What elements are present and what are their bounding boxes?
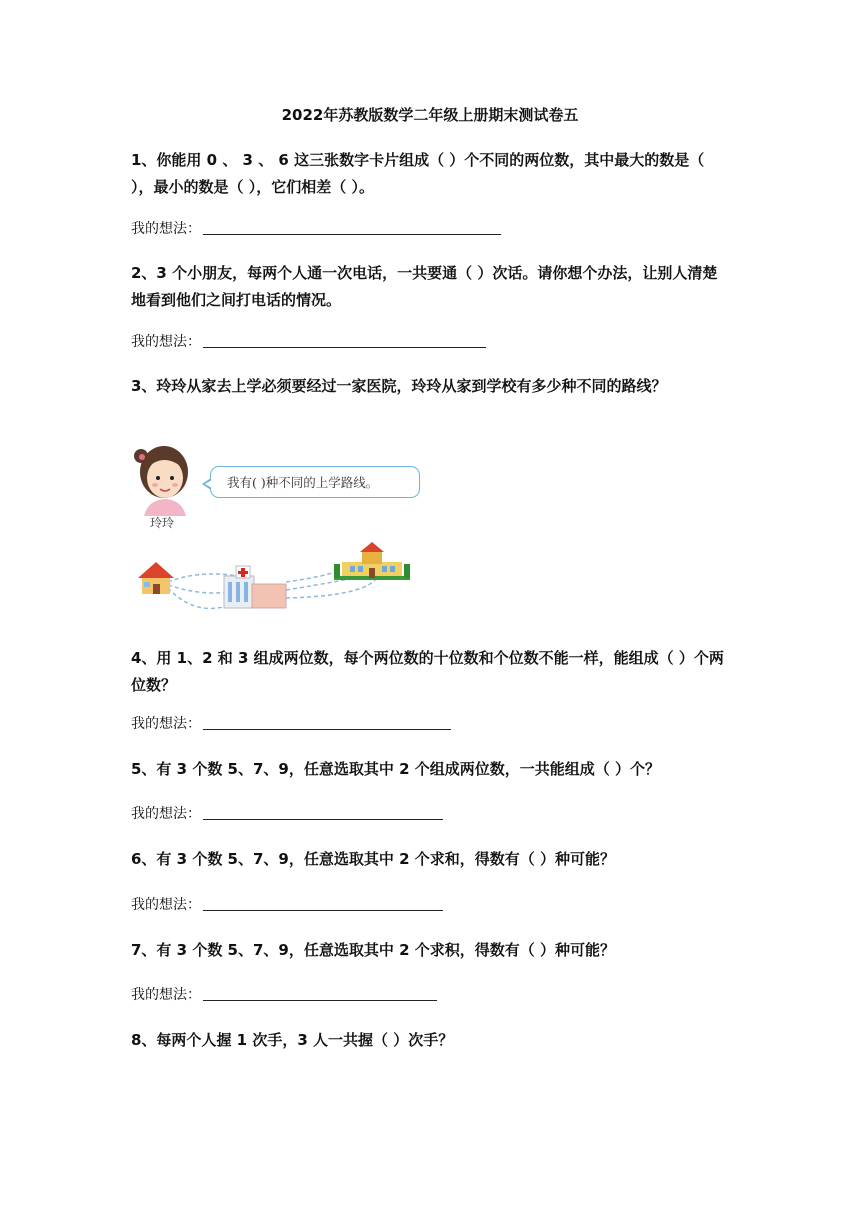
question-5: 5、有 3 个数 5、7、9，任意选取其中 2 个组成两位数，一共能组成（ ）个？ xyxy=(131,760,660,778)
thought-label: 我的想法： xyxy=(131,221,201,237)
thought-label: 我的想法： xyxy=(131,806,201,822)
question-6: 6、有 3 个数 5、7、9，任意选取其中 2 个求和，得数有（ ）种可能？ xyxy=(131,850,615,868)
question-4: 4、用 1、2 和 3 组成两位数，每个两位数的十位数和个位数不能一样，能组成（ ）个两位数？ xyxy=(131,649,724,694)
answer-line[interactable] xyxy=(203,233,501,235)
bubble-tail-inner xyxy=(205,480,212,488)
question-8: 8、每两个人握 1 次手，3 人一共握（ ）次手？ xyxy=(131,1031,454,1049)
house-icon xyxy=(138,562,174,594)
thought-row-2 xyxy=(131,331,486,351)
thought-row-5 xyxy=(131,803,443,823)
speech-bubble xyxy=(210,466,420,498)
speech-bubble-text: 我有( )种不同的上学路线。 xyxy=(227,475,379,490)
question-2: 2、3 个小朋友，每两个人通一次电话，一共要通（ ）次话。请你想个办法，让别人清楚地看到他们之间打电话的情况。 xyxy=(131,264,718,309)
answer-line[interactable] xyxy=(203,346,486,348)
girl-name-label: 玲玲 xyxy=(150,516,175,530)
school-icon xyxy=(334,542,410,580)
thought-label: 我的想法： xyxy=(131,716,201,732)
question-7: 7、有 3 个数 5、7、9，任意选取其中 2 个求积，得数有（ ）种可能？ xyxy=(131,941,615,959)
thought-label: 我的想法： xyxy=(131,987,201,1003)
thought-row-4 xyxy=(131,713,451,733)
answer-line[interactable] xyxy=(203,818,443,820)
hospital-icon xyxy=(224,566,286,608)
thought-label: 我的想法： xyxy=(131,897,201,913)
thought-row-1 xyxy=(131,218,501,238)
route-map-illustration xyxy=(128,540,418,626)
girl-illustration xyxy=(128,442,200,516)
thought-row-7 xyxy=(131,984,437,1004)
thought-label: 我的想法： xyxy=(131,334,201,350)
question-3: 3、玲玲从家去上学必须要经过一家医院，玲玲从家到学校有多少种不同的路线？ xyxy=(131,377,667,395)
answer-line[interactable] xyxy=(203,909,443,911)
page-title: 2022年苏教版数学二年级上册期末测试卷五 xyxy=(281,106,579,124)
thought-row-6 xyxy=(131,894,443,914)
answer-line[interactable] xyxy=(203,728,451,730)
question-1: 1、你能用 0 、 3 、 6 这三张数字卡片组成（ ）个不同的两位数，其中最大的数是（ ），最小的数是（ ），它们相差（ ）。 xyxy=(131,151,705,196)
answer-line[interactable] xyxy=(203,999,437,1001)
